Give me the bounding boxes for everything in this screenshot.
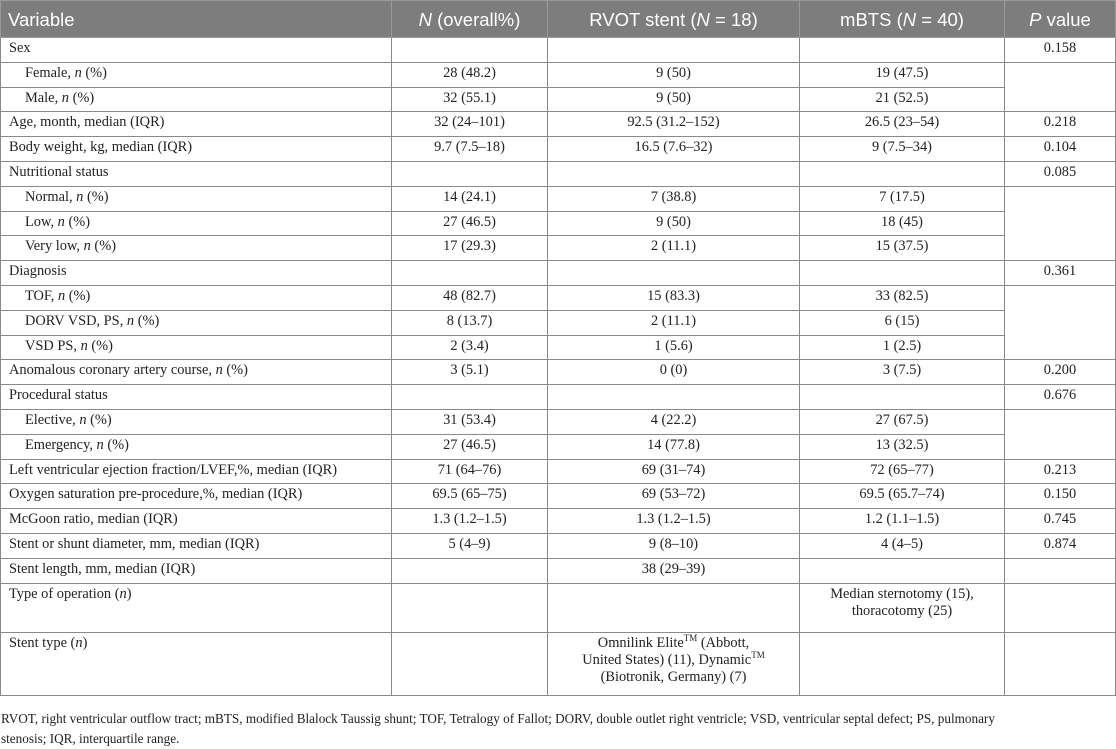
table-row <box>1 632 1116 695</box>
mbts-value: 7 (17.5) <box>800 186 1005 211</box>
overall-value: 32 (55.1) <box>392 87 548 112</box>
table-row <box>1 186 1116 211</box>
p-value-blank <box>1005 285 1116 359</box>
rvot-value: 69 (31–74) <box>548 459 800 484</box>
rvot-value: 9 (50) <box>548 211 800 236</box>
rvot-value: 1.3 (1.2–1.5) <box>548 509 800 534</box>
p-value: 0.104 <box>1005 137 1116 162</box>
p-value: 0.150 <box>1005 484 1116 509</box>
mbts-value: 4 (4–5) <box>800 533 1005 558</box>
rvot-value: 38 (29–39) <box>548 558 800 583</box>
header-p-value: P value <box>1005 1 1116 38</box>
p-value: 0.213 <box>1005 459 1116 484</box>
mbts-value: 18 (45) <box>800 211 1005 236</box>
p-value-blank <box>1005 62 1116 112</box>
rvot-value: 9 (50) <box>548 62 800 87</box>
rvot-value: 92.5 (31.2–152) <box>548 112 800 137</box>
row-label: Low, n (%) <box>1 211 392 236</box>
row-label: TOF, n (%) <box>1 285 392 310</box>
rvot-value: 1 (5.6) <box>548 335 800 360</box>
overall-value: 48 (82.7) <box>392 285 548 310</box>
p-value: 0.361 <box>1005 261 1116 286</box>
row-label: Type of operation (n) <box>1 583 392 632</box>
p-value: 0.676 <box>1005 385 1116 410</box>
mbts-value: 15 (37.5) <box>800 236 1005 261</box>
mbts-value: 9 (7.5–34) <box>800 137 1005 162</box>
row-label: Emergency, n (%) <box>1 434 392 459</box>
table-row <box>1 261 1116 286</box>
table-row <box>1 62 1116 87</box>
rvot-value: 14 (77.8) <box>548 434 800 459</box>
table-row <box>1 459 1116 484</box>
rvot-value: 0 (0) <box>548 360 800 385</box>
p-value: 0.158 <box>1005 38 1116 63</box>
table-row <box>1 583 1116 632</box>
row-label: Nutritional status <box>1 161 392 186</box>
row-label: Sex <box>1 38 392 63</box>
mbts-value: 26.5 (23–54) <box>800 112 1005 137</box>
row-label: Stent or shunt diameter, mm, median (IQR) <box>1 533 392 558</box>
row-label: Stent length, mm, median (IQR) <box>1 558 392 583</box>
table-row <box>1 87 1116 112</box>
p-value-blank <box>1005 409 1116 459</box>
rvot-value: 7 (38.8) <box>548 186 800 211</box>
overall-value: 8 (13.7) <box>392 310 548 335</box>
table-row <box>1 335 1116 360</box>
overall-value: 9.7 (7.5–18) <box>392 137 548 162</box>
overall-value: 71 (64–76) <box>392 459 548 484</box>
footnote-line: stenosis; IQR, interquartile range. <box>1 731 180 746</box>
mbts-value: 13 (32.5) <box>800 434 1005 459</box>
mbts-value: 33 (82.5) <box>800 285 1005 310</box>
row-label: Left ventricular ejection fraction/LVEF,%, median (IQR) <box>1 459 392 484</box>
table-row <box>1 484 1116 509</box>
table-row <box>1 38 1116 63</box>
table-row <box>1 434 1116 459</box>
footnote-line: RVOT, right ventricular outflow tract; mBTS, modified Blalock Taussig shunt; TOF, Tetralogy of Fallot; DORV, double outlet right ventricle; VSD, ventricular septal defect; PS, pulmonary <box>1 711 995 726</box>
row-label: Very low, n (%) <box>1 236 392 261</box>
mbts-value: 21 (52.5) <box>800 87 1005 112</box>
table-row <box>1 137 1116 162</box>
table-footnote <box>1 709 1113 749</box>
header-rvot-stent: RVOT stent (N = 18) <box>548 1 800 38</box>
table-row <box>1 533 1116 558</box>
overall-value: 5 (4–9) <box>392 533 548 558</box>
row-label: Diagnosis <box>1 261 392 286</box>
row-label: Oxygen saturation pre-procedure,%, median (IQR) <box>1 484 392 509</box>
overall-value: 1.3 (1.2–1.5) <box>392 509 548 534</box>
header-overall: N (overall%) <box>392 1 548 38</box>
overall-value: 27 (46.5) <box>392 211 548 236</box>
mbts-value: 27 (67.5) <box>800 409 1005 434</box>
p-value: 0.200 <box>1005 360 1116 385</box>
rvot-value: 2 (11.1) <box>548 236 800 261</box>
overall-value: 2 (3.4) <box>392 335 548 360</box>
header-row <box>1 1 1116 38</box>
rvot-value: 9 (50) <box>548 87 800 112</box>
overall-value: 28 (48.2) <box>392 62 548 87</box>
row-label: Anomalous coronary artery course, n (%) <box>1 360 392 385</box>
row-label: McGoon ratio, median (IQR) <box>1 509 392 534</box>
table-row <box>1 509 1116 534</box>
row-label: VSD PS, n (%) <box>1 335 392 360</box>
mbts-value: 3 (7.5) <box>800 360 1005 385</box>
rvot-value: 69 (53–72) <box>548 484 800 509</box>
rvot-value: 4 (22.2) <box>548 409 800 434</box>
table-row <box>1 558 1116 583</box>
table-row <box>1 310 1116 335</box>
row-label: Normal, n (%) <box>1 186 392 211</box>
overall-value: 69.5 (65–75) <box>392 484 548 509</box>
p-value: 0.745 <box>1005 509 1116 534</box>
table-row <box>1 112 1116 137</box>
row-label: Elective, n (%) <box>1 409 392 434</box>
p-value: 0.874 <box>1005 533 1116 558</box>
row-label: Body weight, kg, median (IQR) <box>1 137 392 162</box>
mbts-value: Median sternotomy (15), thoracotomy (25) <box>800 583 1005 632</box>
overall-value: 14 (24.1) <box>392 186 548 211</box>
table-row <box>1 385 1116 410</box>
mbts-value: 6 (15) <box>800 310 1005 335</box>
rvot-value: 2 (11.1) <box>548 310 800 335</box>
rvot-value: Omnilink Elite™ (Abbott, United States) (11), Dynamic™ (Biotronik, Germany) (7) <box>548 632 800 695</box>
row-label: Male, n (%) <box>1 87 392 112</box>
header-mbts: mBTS (N = 40) <box>800 1 1005 38</box>
table-row <box>1 409 1116 434</box>
table-row <box>1 285 1116 310</box>
mbts-value: 19 (47.5) <box>800 62 1005 87</box>
row-label: Procedural status <box>1 385 392 410</box>
table-row <box>1 211 1116 236</box>
mbts-value: 1.2 (1.1–1.5) <box>800 509 1005 534</box>
overall-value: 31 (53.4) <box>392 409 548 434</box>
rvot-value: 16.5 (7.6–32) <box>548 137 800 162</box>
mbts-value: 72 (65–77) <box>800 459 1005 484</box>
overall-value: 32 (24–101) <box>392 112 548 137</box>
overall-value: 17 (29.3) <box>392 236 548 261</box>
p-value: 0.085 <box>1005 161 1116 186</box>
header-variable: Variable <box>1 1 392 38</box>
rvot-value: 9 (8–10) <box>548 533 800 558</box>
table-row <box>1 360 1116 385</box>
p-value: 0.218 <box>1005 112 1116 137</box>
row-label: DORV VSD, PS, n (%) <box>1 310 392 335</box>
mbts-value: 1 (2.5) <box>800 335 1005 360</box>
overall-value: 27 (46.5) <box>392 434 548 459</box>
table-row <box>1 161 1116 186</box>
p-value-blank <box>1005 186 1116 260</box>
rvot-value: 15 (83.3) <box>548 285 800 310</box>
table-row <box>1 236 1116 261</box>
row-label: Age, month, median (IQR) <box>1 112 392 137</box>
row-label: Female, n (%) <box>1 62 392 87</box>
row-label: Stent type (n) <box>1 632 392 695</box>
mbts-value: 69.5 (65.7–74) <box>800 484 1005 509</box>
overall-value: 3 (5.1) <box>392 360 548 385</box>
